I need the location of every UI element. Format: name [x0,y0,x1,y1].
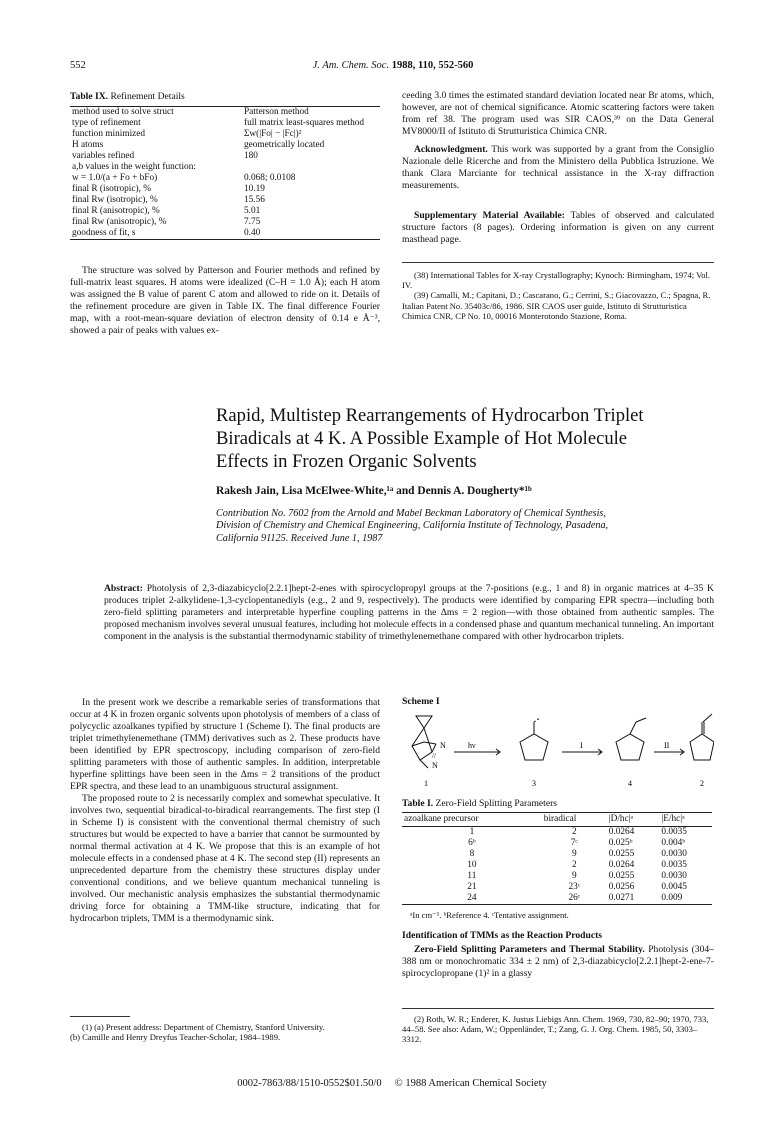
running-header [70,60,716,76]
table1-row [402,860,712,871]
table1-precursor: 11 [467,871,477,881]
table1-caption [402,798,557,810]
table1-header-biradical: biradical [542,813,607,827]
table1-d: 0.0264 [608,827,635,837]
table1-biradical: 2 [571,860,577,870]
table1-e: 0.009 [661,893,683,903]
label-compound-1: 1 [424,779,428,788]
table1-biradical: 26ᶜ [568,893,581,903]
table9-value: full matrix least-squares method [244,118,365,128]
table1-biradical: 9 [571,849,577,859]
table9-param: final R (anisotropic), % [72,206,160,216]
affiliation-line-3: California 91125. Received June 1, 1987 [216,532,383,544]
table9-value: Σw(|Fo| − |Fc|)² [244,129,302,139]
table1-d: 0.0264 [608,860,635,870]
footer-code: 0002-7863/88/1510-0552$01.50/0 [237,1078,382,1089]
table9-row [70,107,380,119]
footnote-divider-left [70,1016,130,1017]
affiliation [216,508,736,545]
table1-d: 0.0255 [608,849,635,859]
section-heading [402,930,714,942]
table9-row [70,118,380,129]
table1-d: 0.025ᵇ [608,838,633,848]
table1-precursor: 1 [469,827,475,837]
table1-e: 0.0030 [661,871,687,881]
footnote-2: (2) Roth, W. R.; Enderer, K. Justus Liebigs Ann. Chem. 1969, 730, 82–90; 1970, 733, 44–58. See also: Adam, W.; Oppenländer, T.; Zang, G. J. Org. Chem. 1985, 50, 3303–3312. [402,1014,709,1045]
table9-row [70,206,380,217]
reference-38: (38) International Tables for X-ray Crystallography; Kynoch: Birmingham, 1974; Vol. IV. [402,270,711,291]
table9-value: geometrically located [244,140,325,150]
table1-d: 0.0255 [608,871,635,881]
table9-param: variables refined [72,151,135,161]
table1-row [402,849,712,860]
table1-d: 0.0256 [608,882,635,892]
table9-value: Patterson method [244,107,309,117]
table9-row [70,162,380,173]
page-footer [0,1078,784,1089]
footer-copyright: © 1988 American Chemical Society [394,1078,547,1089]
table9-row [70,140,380,151]
table1-row [402,871,712,882]
affiliation-line-2: Division of Chemistry and Chemical Engineering, California Institute of Technology, Pasadena, [216,520,609,532]
intro-paragraph-2: The proposed route to 2 is necessarily complex and somewhat speculative. It involves two, sequential biradical-to-biradical rearrangements. The first step (I in Scheme I) is consistent with the conventional thermal chemistry of such structures but would be expected to have a barrier that cannot be surmounted by normal thermal activation at 4 K. We propose that this is an example of hot molecule effects in a condensed phase at 4 K. The second step (II) represents an unprecedented departure from the chemistry these structures display under conventional conditions, and we believe quantum mechanical tunneling is involved. Our mechanistic analysis emphasizes the substantial thermodynamic driving force for obtaining a TMM-like structure, indicating that for hydrocarbon triplets, TMM is a thermodynamic sink. [70,793,380,924]
footnote-1b: (b) Camille and Henry Dreyfus Teacher-Scholar, 1984–1989. [70,1032,281,1043]
supplementary-label: Supplementary Material Available: [414,210,566,221]
table9-value: 7.75 [244,217,261,227]
table1-precursor: 24 [467,893,477,903]
table9-value: 10.19 [244,184,265,194]
table9-value: 15.56 [244,195,265,205]
scheme-label: Scheme I [402,696,440,707]
right-continuation: ceeding 3.0 times the estimated standard deviation located near Br atoms, which, however, are not of chemical significance. Atomic scattering factors were taken from ref 38. The program used was SIR CAOS,³⁹ on the Data General MV8000/II of Istituto di Strutturistica Chimica CNR. [402,90,714,137]
table9-param: H atoms [72,140,104,150]
table9-value: 180 [244,151,258,161]
intro-paragraph-1: In the present work we describe a remarkable series of transformations that occur at 4 K in frozen organic solvents upon photolysis of members of a class of polycyclic azoalkanes typified by structure 1 (Scheme I). The final products are triplet trimethylenemethane (TMM) derivatives such as 2. These products have been identified by EPR spectroscopy, including comparison of zero-field splitting parameters with those of authentic samples. In addition, interpretable hyperfine splittings have been seen in the Δms = 2 transitions of the product EPR spectra, and these lead to an unambiguous structural assignment. [70,697,380,792]
table1-e: 0.0045 [661,882,687,892]
table9-param: function minimized [72,129,146,139]
label-step-1: I [580,741,583,750]
journal-name: J. Am. Chem. Soc. [312,60,390,71]
authors: Rakesh Jain, Lisa McElwee-White,¹ᵃ and Dennis A. Dougherty*¹ᵇ [216,485,532,497]
table1-precursor: 8 [469,849,475,859]
table9-param: w = 1.0/(a + Fo + bFo) [72,173,158,183]
table1-header-d: |D/hc|ᵃ [607,813,660,827]
table9-row [70,184,380,195]
table1-e: 0.004ᵇ [661,838,686,848]
table1-biradical: 9 [571,871,577,881]
table1 [402,812,712,905]
table9-param: final R (isotropic), % [72,184,152,194]
introduction [70,697,380,925]
label-compound-4: 4 [628,779,632,788]
table1-row [402,838,712,849]
table1-row [402,827,712,839]
abstract-text: Photolysis of 2,3-diazabicyclo[2.2.1]hept-2-enes with spirocyclopropyl groups at the 7-positions (e.g., 1 and 8) in organic matrices at 4–35 K produces triplet 2-alkylidene-1,3-cyclopentanediyls (e.g., 2 and 9, respectively). The products were identified by comparing EPR spectra—including both zero-field splitting parameters and interpretable hyperfine coupling patterns in the Δms = 2 region—with those obtained from authentic samples. The proposed mechanism involves several unusual features, including hot molecule effects in a condensed phase and quantum mechanical tunneling. An important component in the analysis is the substantial thermodynamic stability of trimethylenemethane compared with other hydrocarbon triplets. [104,583,714,642]
references-divider [402,262,714,263]
table9-row [70,151,380,162]
compound-4-structure [616,718,646,760]
table9-caption [70,91,185,103]
acknowledgment [402,144,714,192]
table9 [70,106,380,240]
table1-header-precursor: azoalkane precursor [402,813,542,827]
table9-param: method used to solve struct [72,107,174,117]
table1-e: 0.0030 [661,849,687,859]
label-compound-2: 2 [700,779,704,788]
table9-value: 0.068; 0.0108 [244,173,296,183]
article-title [216,404,716,473]
table9-param: a,b values in the weight function: [72,162,196,172]
journal-citation [70,60,716,71]
scheme-diagram [402,708,714,792]
table9-param: goodness of fit, s [72,228,136,238]
supplementary-material [402,210,714,246]
table9-row [70,173,380,184]
table9-param: type of refinement [72,118,141,128]
acknowledgment-text: This work was supported by a grant from the Consiglio Nazionale delle Ricerche and from the Ministero della Pubblica Istruzione. We thank Clara Marciante for technical assistance in the X-ray diffraction measurements. [402,144,714,191]
table9-value: 0.40 [244,228,261,238]
table9-row [70,228,380,240]
references-top [402,270,714,321]
page-number: 552 [70,60,86,71]
footnote-left [70,1022,382,1042]
subsection-text: Photolysis (304–388 nm or monochromatic 334 ± 2 nm) of 2,3-diazabicyclo[2.2.1]hept-2-ene-7-spirocyclopropane (1)² in a glassy [402,944,714,979]
footnote-1a: (1) (a) Present address: Department of Chemistry, Stanford University. [82,1022,325,1032]
supplementary-text: Tables of observed and calculated structure factors (8 pages). Ordering information is given on any current masthead page. [402,210,714,245]
table1-biradical: 2 [571,827,577,837]
table1-footnote: ᵃIn cm⁻¹. ᵇReference 4. ᶜTentative assignment. [410,910,569,920]
title-line-1: Rapid, Multistep Rearrangements of Hydrocarbon Triplet [216,405,644,426]
table9-value [242,162,380,173]
table1-precursor: 21 [467,882,477,892]
title-line-2: Biradicals at 4 K. A Possible Example of Hot Molecule [216,428,628,449]
table9-row [70,217,380,228]
table1-e: 0.0035 [661,860,687,870]
reference-39: (39) Camalli, M.; Capitani, D.; Cascarano, G.; Cerrini, S.; Giacovazzo, C.; Spagna, R. Italian Patent No. 35403c/86, 1986. SIR CAOS user guide, Istituto di Strutturistica Chimica CNR, CP No. 10, 00016 Monterotondo Stazione, Roma. [402,290,711,321]
table1-header-e: |E/hc|ᵃ [659,813,712,827]
table1-precursor: 6ᵇ [468,838,476,848]
label-n-bottom: N [432,761,438,770]
subsection-label: Zero-Field Splitting Parameters and Thermal Stability. [414,944,645,955]
table9-row [70,129,380,140]
label-hv: hν [468,741,476,750]
table1-biradical: 7ᶜ [570,838,578,848]
table1-row [402,893,712,905]
abstract-label: Abstract: [104,583,143,594]
table1-biradical: 23ᶜ [568,882,581,892]
table1-label: Table I. [402,798,434,809]
label-step-2: II [664,741,670,750]
label-n-top: N [440,741,446,750]
table9-label: Table IX. [70,91,109,102]
abstract [104,583,714,643]
label-compound-3: 3 [532,779,536,788]
acknowledgment-label: Acknowledgment. [414,144,488,155]
affiliation-line-1: Contribution No. 7602 from the Arnold and Mabel Beckman Laboratory of Chemical Synthesis, [216,508,606,519]
compound-2-structure [690,714,714,760]
table9-row [70,195,380,206]
table1-e: 0.0035 [661,827,687,837]
title-line-3: Effects in Frozen Organic Solvents [216,451,477,472]
table9-value: 5.01 [244,206,261,216]
table1-d: 0.0271 [608,893,635,903]
compound-3-structure [520,718,548,760]
section-heading-text: Identification of TMMs as the Reaction Products [402,930,603,941]
table1-row [402,882,712,893]
table1-title: Zero-Field Splitting Parameters [435,798,558,809]
table9-param: final Rw (isotropic), % [72,195,158,205]
subsection-paragraph [402,944,714,980]
table9-title: Refinement Details [110,91,185,102]
footnote-divider-right [402,1008,714,1009]
journal-volume: 1988, 110, 552-560 [391,60,474,71]
structure-paragraph: The structure was solved by Patterson and Fourier methods and refined by full-matrix least squares. H atoms were idealized (C–H = 1.0 Å); each H atom was assigned the B value of parent C atom and allowed to ride on it. Details of the refinement procedure are given in Table IX. The final difference Fourier map, with a root-mean-square deviation of electron density of 0.14 e Å⁻³, showed a pair of peaks with values ex- [70,265,380,336]
table9-param: final Rw (anisotropic), % [72,217,167,227]
label-double-bond: // [432,752,436,760]
table1-precursor: 10 [467,860,477,870]
